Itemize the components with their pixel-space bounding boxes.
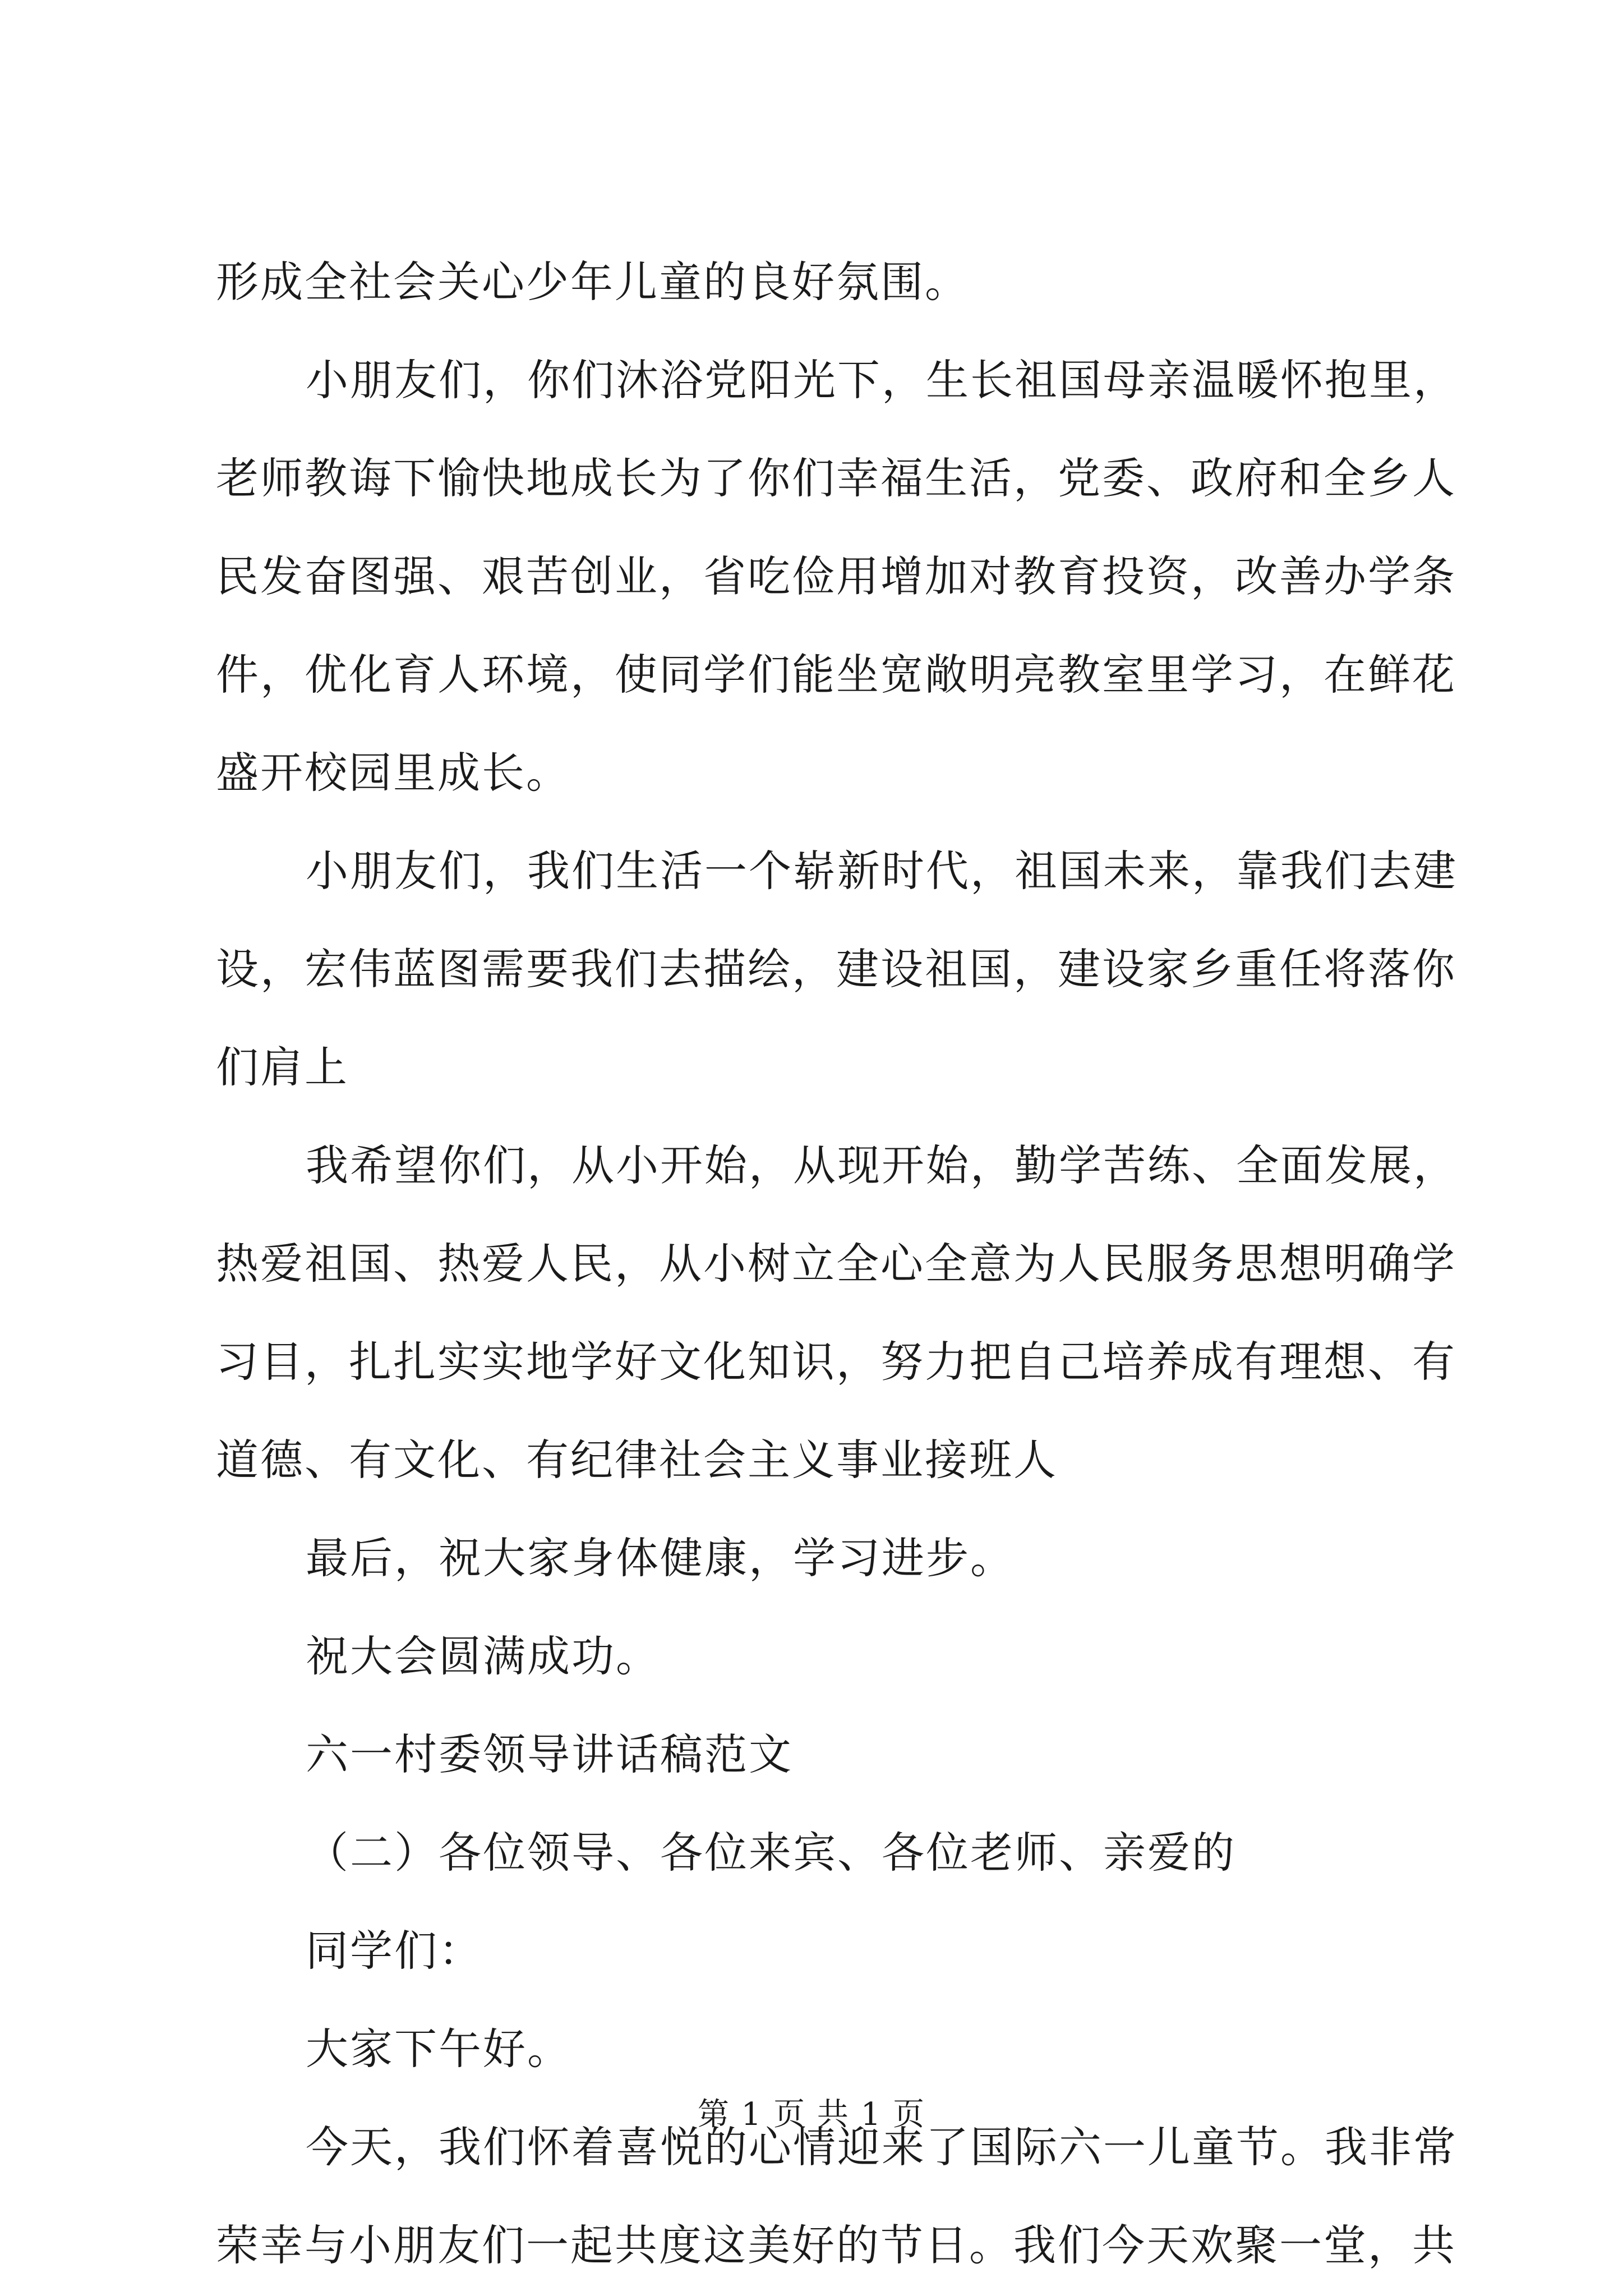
salutation-line: （二）各位领导、各位来宾、各位老师、亲爱的: [306, 1828, 1236, 1878]
text-line: 小朋友们，你们沐浴党阳光下，生长祖国母亲温暖怀抱里，: [306, 355, 1458, 405]
text-line: 老师教诲下愉快地成长为了你们幸福生活，党委、政府和全乡人: [216, 453, 1456, 503]
text-line: 形成全社会关心少年儿童的良好氛围。: [216, 257, 969, 307]
page-number-footer: 第 1 页 共 1 页: [697, 2096, 926, 2133]
text-line: 道德、有文化、有纪律社会主义事业接班人: [216, 1435, 1058, 1485]
salutation-line: 同学们：: [306, 1926, 483, 1976]
text-line: 热爱祖国、热爱人民，从小树立全心全意为人民服务思想明确学: [216, 1239, 1456, 1289]
paragraph: [216, 822, 1458, 1116]
text-line: 荣幸与小朋友们一起共度这美好的节日。我们今天欢聚一堂，共: [216, 2220, 1456, 2270]
closing-wish-line: 祝大会圆满成功。: [306, 1631, 660, 1681]
section-heading: 六一村委领导讲话稿范文: [306, 1729, 793, 1779]
text-line: 习目，扎扎实实地学好文化知识，努力把自己培养成有理想、有: [216, 1337, 1456, 1387]
text-line: 件，优化育人环境，使同学们能坐宽敞明亮教室里学习，在鲜花: [216, 650, 1456, 700]
paragraph: [216, 1116, 1458, 1509]
text-line: 盛开校园里成长。: [216, 748, 570, 798]
text-line: 设，宏伟蓝图需要我们去描绘，建设祖国，建设家乡重任将落你: [216, 944, 1456, 994]
paragraph: [216, 233, 1438, 331]
text-line: 小朋友们，我们生活一个崭新时代，祖国未来，靠我们去建: [306, 846, 1458, 896]
text-line: 我希望你们，从小开始，从现开始，勤学苦练、全面发展，: [306, 1140, 1458, 1190]
text-line: 们肩上: [216, 1042, 349, 1092]
document-body: [216, 233, 1458, 2294]
paragraph: [216, 331, 1458, 822]
text-line: 民发奋图强、艰苦创业，省吃俭用增加对教育投资，改善办学条: [216, 551, 1456, 601]
greeting-line: 大家下午好。: [306, 2024, 571, 2074]
text-line: 今天，我们怀着喜悦的心情迎来了国际六一儿童节。我非常: [306, 2122, 1458, 2172]
closing-wish-line: 最后，祝大家身体健康，学习进步。: [306, 1533, 1015, 1583]
